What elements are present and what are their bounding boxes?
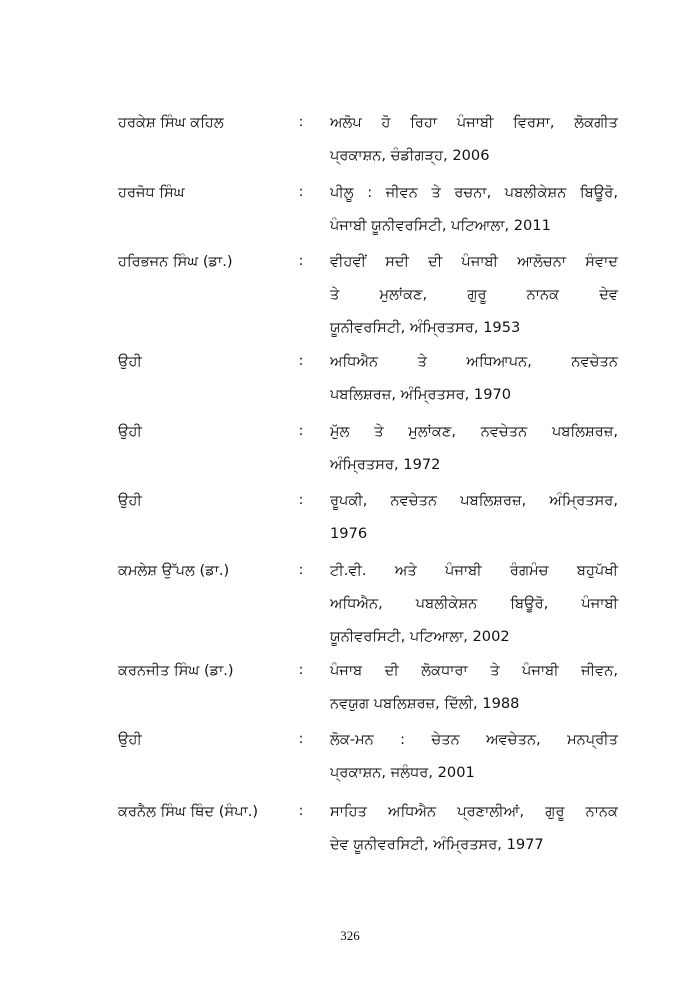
publication-line: ਪਬਲਿਸ਼ਰਜ਼, ਅੰਮ੍ਰਿਤਸਰ, 1970 [330,386,512,403]
publication-line: ਨਵਯੁਗ ਪਬਲਿਸ਼ਰਜ਼, ਦਿੱਲੀ, 1988 [330,695,520,712]
author-name: ਕਰਨੈਲ ਸਿੰਘ ਥਿੰਦ (ਸੰਪਾ.) [118,803,259,820]
publication-line: ਮੁੱਲ ਤੇ ਮੁਲਾਂਕਣ, ਨਵਚੇਤਨ ਪਬਲਿਸ਼ਰਜ਼, [330,423,618,440]
publication-line: ਪੰਜਾਬ ਦੀ ਲੋਕਧਾਰਾ ਤੇ ਪੰਜਾਬੀ ਜੀਵਨ, [330,662,618,679]
publication-details [330,654,618,720]
publication-line: ਪ੍ਰਕਾਸ਼ਨ, ਜਲੰਧਰ, 2001 [330,764,475,781]
separator: : [298,114,304,130]
author-name: ਹਰਜੋਧ ਸਿੰਘ [118,184,185,201]
publication-line: ਯੂਨੀਵਰਸਿਟੀ, ਅੰਮ੍ਰਿਤਸਰ, 1953 [330,319,521,336]
publication-details [330,415,618,481]
publication-line: ਸਾਹਿਤ ਅਧਿਐਨ ਪ੍ਰਣਾਲੀਆਂ, ਗੁਰੂ ਨਾਨਕ [330,803,618,820]
publication-line: ਪੀਲੂ : ਜੀਵਨ ਤੇ ਰਚਨਾ, ਪਬਲੀਕੇਸ਼ਨ ਬਿਊਰੋ, [330,184,618,201]
page-number: 326 [340,928,360,943]
author-name: ਹਰਿਭਜਨ ਸਿੰਘ (ਡਾ.) [118,253,233,270]
separator: : [298,353,304,369]
separator: : [298,662,304,678]
publication-line: ਪੰਜਾਬੀ ਯੂਨੀਵਰਸਿਟੀ, ਪਟਿਆਲਾ, 2011 [330,217,551,234]
publication-details [330,345,618,411]
publication-line: 1976 [330,525,368,542]
publication-details [330,484,618,550]
author-name: ਉਹੀ [118,423,142,440]
separator: : [298,492,304,508]
author-name: ਕਰਨਜੀਤ ਸਿੰਘ (ਡਾ.) [118,662,234,679]
publication-details [330,554,618,653]
publication-line: ਅੰਮ੍ਰਿਤਸਰ, 1972 [330,456,441,473]
author-name: ਉਹੀ [118,731,142,748]
author-name: ਉਹੀ [118,353,142,370]
author-name: ਹਰਕੇਸ਼ ਸਿੰਘ ਕਹਿਲ [118,114,224,131]
publication-line: ਲੋਕ-ਮਨ : ਚੇਤਨ ਅਵਚੇਤਨ, ਮਨਪ੍ਰੀਤ [330,731,618,748]
publication-details [330,106,618,172]
publication-line: ਪ੍ਰਕਾਸ਼ਨ, ਚੰਡੀਗੜ੍ਹ, 2006 [330,147,490,164]
author-name: ਉਹੀ [118,492,142,509]
publication-details [330,245,618,344]
publication-line: ਟੀ.ਵੀ. ਅਤੇ ਪੰਜਾਬੀ ਰੰਗਮੰਚ ਬਹੁਪੱਖੀ [330,562,618,579]
separator: : [298,184,304,200]
publication-details [330,795,618,861]
publication-line: ਤੇ ਮੁਲਾਂਕਣ, ਗੁਰੂ ਨਾਨਕ ਦੇਵ [330,286,618,303]
publication-line: ਯੂਨੀਵਰਸਿਟੀ, ਪਟਿਆਲਾ, 2002 [330,628,510,645]
publication-details [330,176,618,242]
separator: : [298,423,304,439]
publication-line: ਰੂਪਕੀ, ਨਵਚੇਤਨ ਪਬਲਿਸ਼ਰਜ਼, ਅੰਮ੍ਰਿਤਸਰ, [330,492,618,509]
publication-line: ਦੇਵ ਯੂਨੀਵਰਸਿਟੀ, ਅੰਮ੍ਰਿਤਸਰ, 1977 [330,836,544,853]
publication-line: ਅਧਿਐਨ, ਪਬਲੀਕੇਸ਼ਨ ਬਿਊਰੋ, ਪੰਜਾਬੀ [330,595,618,612]
separator: : [298,731,304,747]
separator: : [298,253,304,269]
separator: : [298,562,304,578]
publication-details [330,723,618,789]
publication-line: ਅਲੋਪ ਹੋ ਰਿਹਾ ਪੰਜਾਬੀ ਵਿਰਸਾ, ਲੋਕਗੀਤ [330,114,618,131]
separator: : [298,803,304,819]
publication-line: ਅਧਿਐਨ ਤੇ ਅਧਿਆਪਨ, ਨਵਚੇਤਨ [330,353,618,370]
publication-line: ਵੀਹਵੀਂ ਸਦੀ ਦੀ ਪੰਜਾਬੀ ਆਲੋਚਨਾ ਸੰਵਾਦ [330,253,618,270]
author-name: ਕਮਲੇਸ਼ ਉੱਪਲ (ਡਾ.) [118,562,230,579]
